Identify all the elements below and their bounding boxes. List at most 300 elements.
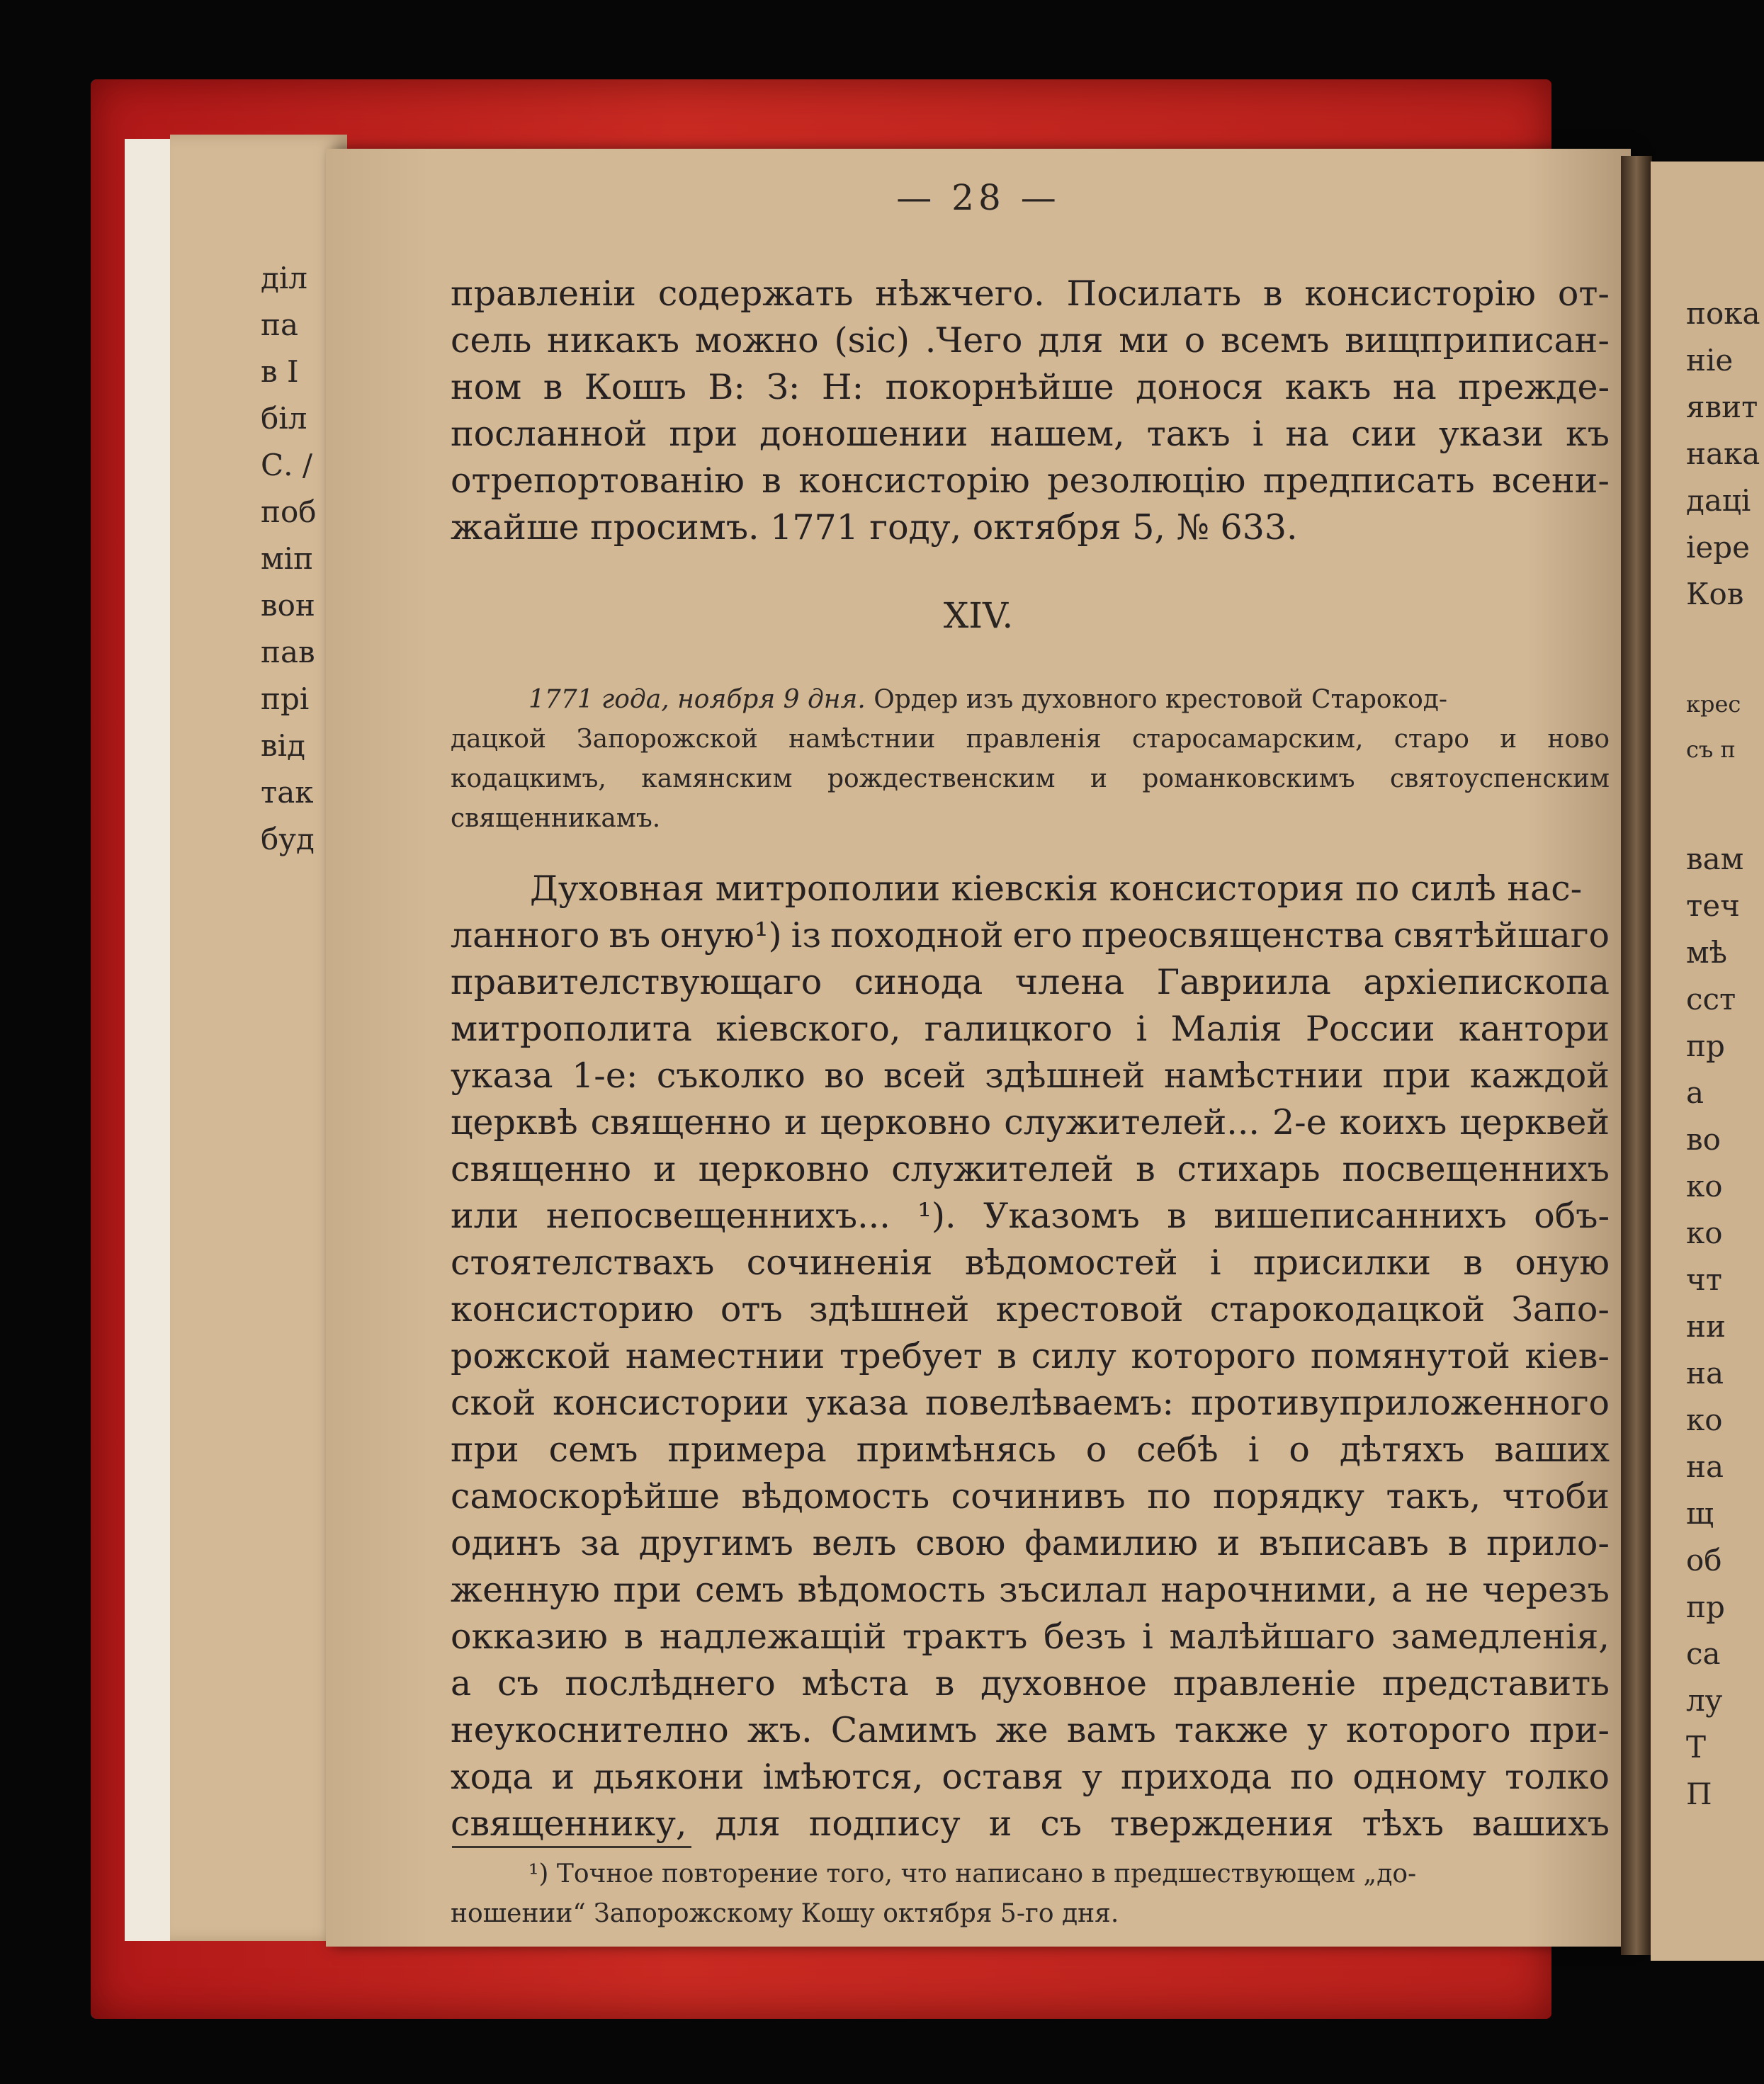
word: вѣдомость	[797, 1570, 986, 1610]
text-line	[451, 1801, 1610, 1847]
text-line	[451, 1427, 1610, 1473]
right-fragment: лу	[1686, 1683, 1723, 1718]
word: также	[1174, 1710, 1289, 1750]
word: служителей...	[1004, 1102, 1260, 1143]
left-page-fragments	[261, 255, 332, 863]
text-line	[451, 1099, 1610, 1146]
word: коихъ	[1339, 1102, 1447, 1143]
word: помянутой	[1310, 1336, 1510, 1376]
right-fragment: на	[1686, 1449, 1724, 1484]
word: такъ	[1146, 414, 1231, 454]
word: в	[1447, 1523, 1468, 1563]
word: предписать	[1262, 460, 1475, 501]
word: послѣднего	[565, 1663, 776, 1704]
word: примѣнясь	[856, 1429, 1056, 1470]
word: консисторію	[1304, 273, 1536, 314]
word: дѣтяхъ	[1339, 1429, 1465, 1470]
right-fragment: пока	[1686, 296, 1760, 331]
word: оную¹)	[660, 915, 782, 956]
word: і	[1209, 1242, 1221, 1283]
text-line	[451, 458, 1610, 504]
top-paragraph	[451, 271, 1610, 551]
word: правленія	[966, 725, 1102, 754]
word: церквѣ	[451, 1102, 578, 1143]
word: другимъ	[638, 1523, 793, 1563]
summary-line: священникамъ.	[451, 804, 661, 833]
word: церквей	[1459, 1102, 1610, 1143]
right-fragment: чт	[1686, 1262, 1723, 1297]
word: в	[1262, 273, 1283, 314]
word: при	[669, 414, 738, 454]
word: самоскорѣйше	[451, 1476, 720, 1517]
word: церковно	[698, 1149, 870, 1189]
word: на	[1392, 367, 1437, 407]
right-fragment: ко	[1686, 1169, 1723, 1204]
word: указа	[451, 1055, 553, 1096]
word: в	[1463, 1242, 1483, 1283]
word: здѣшней	[809, 1289, 970, 1330]
word: малѣйшаго	[1169, 1616, 1376, 1657]
word: вашихъ	[1472, 1803, 1610, 1844]
right-fragment: теч	[1686, 888, 1740, 923]
word: здѣшней	[985, 1055, 1146, 1096]
text-line	[451, 364, 1610, 411]
word: или	[451, 1196, 519, 1236]
word: на	[1285, 414, 1330, 454]
word: а	[1391, 1570, 1413, 1610]
right-fragment: нака	[1686, 436, 1760, 471]
word: противуприложенного	[1190, 1383, 1610, 1423]
word: надлежащій	[659, 1616, 887, 1657]
text-line	[451, 1567, 1610, 1614]
word: в	[623, 1616, 644, 1657]
text-line	[451, 1146, 1610, 1193]
word: посланной	[451, 414, 648, 454]
word: всей	[883, 1055, 966, 1096]
left-fragment: вон	[261, 588, 315, 623]
word: о	[1085, 1429, 1107, 1470]
word: преосвященства	[1081, 915, 1384, 956]
word: в	[934, 1663, 955, 1704]
text-line	[451, 1614, 1610, 1660]
word: тверждения	[1110, 1803, 1334, 1844]
word: Указомъ	[983, 1196, 1140, 1236]
word: рождественским	[827, 764, 1056, 793]
word: сель	[451, 320, 532, 361]
first-line-text: Духовная митрополии кіевскія консистория по силѣ нас-	[530, 868, 1583, 909]
word: походной	[830, 915, 1004, 956]
left-fragment: прі	[261, 681, 310, 716]
word: крестовой	[995, 1289, 1184, 1330]
right-fragment: явит	[1686, 390, 1758, 424]
word: во	[824, 1055, 865, 1096]
word: 1-е:	[572, 1055, 638, 1096]
word: можно	[694, 320, 819, 361]
word: стихарь	[1177, 1149, 1321, 1189]
word: вамъ	[1066, 1710, 1156, 1750]
word: правителствующаго	[451, 962, 822, 1002]
section-heading: XIV.	[943, 595, 1014, 636]
text-line	[451, 1286, 1610, 1333]
word: себѣ	[1136, 1429, 1219, 1470]
left-fragment: міп	[261, 541, 314, 576]
word: (sic)	[834, 320, 910, 361]
word: в	[1167, 1196, 1187, 1236]
word: всемъ	[1221, 320, 1330, 361]
document-summary	[451, 680, 1610, 839]
word: его	[1012, 915, 1073, 956]
summary-text	[451, 680, 1447, 720]
word: старо	[1393, 725, 1469, 754]
word: Н:	[821, 367, 864, 407]
word: в	[997, 1336, 1017, 1376]
right-fragment: пр	[1686, 1029, 1725, 1063]
word: отъ	[720, 1289, 783, 1330]
word: консисторию	[451, 1289, 694, 1330]
word: черезъ	[1482, 1570, 1610, 1610]
word: представить	[1381, 1663, 1610, 1704]
word: в	[1136, 1149, 1155, 1189]
right-fragment: мѣ	[1686, 935, 1727, 970]
footnote-text: ¹) Точное повторение того, что написано в предшествующем „до-	[528, 1859, 1417, 1888]
word: каждой	[1469, 1055, 1610, 1096]
text-line	[451, 1193, 1610, 1240]
word: семъ	[548, 1429, 638, 1470]
text-line	[451, 1333, 1610, 1380]
word: укази	[1439, 414, 1544, 454]
word: у	[1306, 1710, 1328, 1750]
word: такъ,	[1386, 1476, 1481, 1517]
right-fragment: Ков	[1686, 577, 1744, 611]
word: .Чего	[925, 320, 1023, 361]
right-fragment: во	[1686, 1122, 1721, 1157]
right-fragment: съ п	[1686, 736, 1736, 763]
word: консистории	[553, 1383, 789, 1423]
text-line	[451, 1660, 1610, 1707]
right-fragment: ко	[1686, 1403, 1723, 1437]
text-line	[451, 1006, 1610, 1053]
word: резолюцію	[1047, 460, 1246, 501]
word: сии	[1351, 414, 1418, 454]
right-fragment: са	[1686, 1636, 1721, 1671]
text-line	[451, 1240, 1610, 1286]
word: і	[1136, 1009, 1148, 1049]
word: сочинивъ	[951, 1476, 1126, 1517]
word: і	[1252, 414, 1264, 454]
right-fragment: П	[1686, 1777, 1712, 1811]
right-fragment: пр	[1686, 1590, 1725, 1624]
right-fragment: а	[1686, 1075, 1704, 1110]
word: наместнии	[625, 1336, 825, 1376]
word: кіев-	[1525, 1336, 1610, 1376]
book-gutter	[1621, 156, 1652, 1955]
summary-line	[451, 759, 1610, 799]
summary-line: Ордер изъ духовного крестовой Старокод-	[873, 685, 1448, 714]
word: подпису	[808, 1803, 961, 1844]
summary-date: 1771 года, ноября 9 дня.	[528, 685, 866, 714]
word: Самимъ	[830, 1710, 978, 1750]
footnote-line: ношении“ Запорожскому Кошу октября 5-го дня.	[451, 1899, 1119, 1928]
left-fragment: біл	[261, 401, 307, 436]
word: нѣжчего.	[875, 273, 1045, 314]
word: вѣдомость	[741, 1476, 930, 1517]
word: объ-	[1534, 1196, 1610, 1236]
word: дьякони	[593, 1757, 745, 1797]
word: камянским	[641, 764, 793, 793]
word: в	[762, 460, 781, 501]
word: семъ	[695, 1570, 784, 1610]
right-page-fragments	[1686, 290, 1764, 1818]
word: для	[1038, 320, 1104, 361]
word: в	[543, 367, 563, 407]
right-fragment: ни	[1686, 1309, 1726, 1344]
left-fragment: пав	[261, 635, 315, 669]
word: і	[1142, 1616, 1153, 1657]
word: указа	[805, 1383, 909, 1423]
text-line	[451, 1520, 1610, 1567]
word: дацкой	[451, 725, 546, 754]
word: при	[451, 1429, 519, 1470]
word: і	[1248, 1429, 1260, 1470]
spacer	[1686, 772, 1764, 836]
word: съ	[497, 1663, 539, 1704]
word: и	[784, 1102, 808, 1143]
word: и	[1090, 764, 1107, 793]
text-line	[451, 912, 1610, 959]
word: чтоби	[1502, 1476, 1610, 1517]
word: кодацкимъ,	[451, 764, 606, 793]
word: ми	[1119, 320, 1169, 361]
left-fragment: діл	[261, 261, 307, 295]
text-line	[451, 959, 1610, 1006]
word: при	[1382, 1055, 1452, 1096]
word: архіепископа	[1363, 962, 1610, 1002]
word: із	[791, 915, 822, 956]
word: правленіи	[451, 273, 636, 314]
word: прежде-	[1458, 367, 1610, 407]
word: Гавриила	[1156, 962, 1331, 1002]
word: а	[451, 1663, 472, 1704]
word: силу	[1031, 1336, 1116, 1376]
text-line: жайше просимъ. 1771 году, октября 5, № 633.	[451, 507, 1298, 548]
word: отрепортованію	[451, 460, 745, 501]
word: жъ.	[747, 1710, 813, 1750]
word: по	[1147, 1476, 1192, 1517]
left-fragment: в І	[261, 354, 299, 389]
word: посвещеннихъ	[1342, 1149, 1610, 1189]
word: митрополита	[451, 1009, 693, 1049]
right-fragment: вам	[1686, 842, 1744, 876]
word: России	[1305, 1009, 1435, 1049]
footnote-divider	[452, 1846, 691, 1848]
word: присилки	[1253, 1242, 1432, 1283]
word: о	[1289, 1429, 1310, 1470]
word: Запорожской	[577, 725, 758, 754]
right-fragment: Т	[1686, 1730, 1707, 1765]
word: къ	[1566, 414, 1610, 454]
word: оккaзию	[451, 1616, 609, 1657]
word: святѣйшаго	[1393, 915, 1610, 956]
text-line	[451, 317, 1610, 364]
word: рожской	[451, 1336, 611, 1376]
right-fragment: крес	[1686, 691, 1741, 718]
word: свою	[915, 1523, 1006, 1563]
word: прихода	[1120, 1757, 1272, 1797]
word: толко	[1505, 1757, 1610, 1797]
word: доношении	[759, 414, 968, 454]
word: для	[715, 1803, 781, 1844]
word: В:	[708, 367, 745, 407]
word: и	[1216, 1523, 1240, 1563]
word: члена	[1014, 962, 1125, 1002]
word: покорнѣйше	[885, 367, 1114, 407]
word: стоятелствахъ	[451, 1242, 715, 1283]
word: духовное	[980, 1663, 1148, 1704]
text-line	[451, 1473, 1610, 1520]
word: старокодацкой	[1209, 1289, 1486, 1330]
word: ново	[1547, 725, 1610, 754]
word: Малія	[1170, 1009, 1282, 1049]
word: хода	[451, 1757, 533, 1797]
word: ном	[451, 367, 522, 407]
word: и	[653, 1149, 677, 1189]
word: какъ	[1284, 367, 1372, 407]
word: за	[579, 1523, 620, 1563]
right-fragment: іере	[1686, 530, 1751, 565]
word: безъ	[1044, 1616, 1126, 1657]
word: не	[1425, 1570, 1469, 1610]
word: содержать	[657, 273, 854, 314]
word: романковскимъ	[1142, 764, 1355, 793]
word: синода	[854, 962, 983, 1002]
right-fragment: ко	[1686, 1216, 1723, 1250]
word: которого	[1345, 1710, 1511, 1750]
word: святоуспенским	[1389, 764, 1610, 793]
footnote-line	[451, 1854, 1610, 1894]
word: служителей	[891, 1149, 1114, 1189]
word: въписавъ	[1259, 1523, 1429, 1563]
main-paragraph	[451, 866, 1610, 1847]
word: примера	[667, 1429, 827, 1470]
word: консисторію	[798, 460, 1030, 501]
word: велъ	[812, 1523, 897, 1563]
word: одинъ	[451, 1523, 562, 1563]
left-fragment: так	[261, 775, 314, 810]
text-line	[451, 1707, 1610, 1754]
word: Посилать	[1066, 273, 1241, 314]
word: ваших	[1494, 1429, 1610, 1470]
word: одному	[1352, 1757, 1487, 1797]
left-fragment: від	[261, 728, 305, 763]
word: и	[551, 1757, 575, 1797]
word: донося	[1136, 367, 1264, 407]
word: ской	[451, 1383, 536, 1423]
text-line	[451, 1754, 1610, 1801]
word: священно	[590, 1102, 771, 1143]
left-fragment: па	[261, 307, 299, 342]
word: съколко	[656, 1055, 805, 1096]
word: никакъ	[547, 320, 680, 361]
text-line	[451, 866, 1610, 912]
word: трактъ	[902, 1616, 1028, 1657]
word: правленіе	[1172, 1663, 1357, 1704]
word: вѣдомостей	[964, 1242, 1178, 1283]
spacer	[1686, 618, 1764, 681]
word: 2-е	[1272, 1102, 1327, 1143]
word: священно	[451, 1149, 632, 1189]
right-fragment: об	[1686, 1543, 1722, 1578]
word: нашем,	[990, 414, 1125, 454]
word: всени-	[1492, 460, 1610, 501]
page-edge	[125, 139, 174, 1941]
word: при-	[1529, 1710, 1610, 1750]
word: старосамарским,	[1131, 725, 1364, 754]
text-line	[451, 1380, 1610, 1427]
right-fragment: ніе	[1686, 343, 1734, 378]
word: от-	[1557, 273, 1610, 314]
word: намѣстнии	[788, 725, 936, 754]
word: церковно	[820, 1102, 992, 1143]
word: кіевского,	[716, 1009, 901, 1049]
word: фамилию	[1024, 1523, 1199, 1563]
word: неукоснително	[451, 1710, 729, 1750]
word: которого	[1131, 1336, 1296, 1376]
text-line	[451, 1053, 1610, 1099]
word: въ	[609, 915, 651, 956]
word: зъсилал	[999, 1570, 1148, 1610]
text-line	[451, 271, 1610, 317]
word: по	[1290, 1757, 1335, 1797]
word: імѣются,	[762, 1757, 924, 1797]
summary-line	[451, 720, 1610, 759]
word: ¹).	[917, 1196, 956, 1236]
word: З:	[767, 367, 801, 407]
word: прило-	[1486, 1523, 1610, 1563]
left-fragment: поб	[261, 494, 317, 529]
word: при	[613, 1570, 682, 1610]
word: Запо-	[1511, 1289, 1610, 1330]
word: о	[1184, 320, 1206, 361]
word: и	[988, 1803, 1012, 1844]
page-number: — 28 —	[896, 177, 1061, 218]
word: порядку	[1212, 1476, 1365, 1517]
word: вищприписан-	[1345, 320, 1610, 361]
word: вишеписаннихъ	[1214, 1196, 1507, 1236]
right-fragment: сст	[1686, 982, 1736, 1016]
footnote	[451, 1854, 1610, 1934]
left-fragment: С. /	[261, 448, 312, 482]
word: кантори	[1458, 1009, 1610, 1049]
word: оставя	[942, 1757, 1064, 1797]
word: тѣхъ	[1362, 1803, 1444, 1844]
left-fragment: буд	[261, 822, 315, 856]
word: сочиненія	[746, 1242, 933, 1283]
right-fragment: щ	[1686, 1496, 1714, 1531]
word: съ	[1040, 1803, 1082, 1844]
word: повелѣваемъ:	[925, 1383, 1175, 1423]
right-fragment: на	[1686, 1356, 1724, 1391]
word: непосвещеннихъ...	[545, 1196, 891, 1236]
word: мѣста	[801, 1663, 909, 1704]
word: женную	[451, 1570, 600, 1610]
word: и	[1500, 725, 1517, 754]
word: галицкого	[924, 1009, 1113, 1049]
word: оную	[1515, 1242, 1610, 1283]
right-fragment: даці	[1686, 483, 1751, 518]
word: у	[1082, 1757, 1102, 1797]
word: намѣстнии	[1163, 1055, 1364, 1096]
word: же	[995, 1710, 1048, 1750]
